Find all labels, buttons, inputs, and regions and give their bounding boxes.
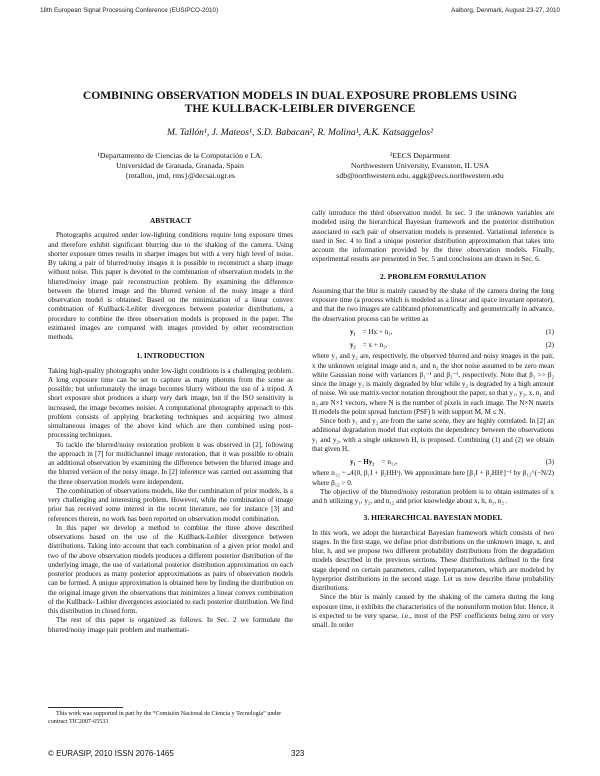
formulation-paragraph-4: where n₁₂ ~ 𝒩(0, β₁I + β₂HHᵗ). We approximate here [β₁I + β₂HHᵗ]⁻¹ by β₁₂^(−N/2) where β₁₂ > 0.	[312, 469, 554, 487]
authors: M. Tallón¹, J. Mateos¹, S.D. Babacan², R. Molina¹, A.K. Katsaggelos²	[167, 127, 433, 138]
intro-paragraph-1: Taking high-quality photographs under low-light conditions is a challenging problem. A long exposure time can be set to capture as many photons from the scene as possible; but unfortunately the image becomes blurry without the use of a tripod. A short exposure shot produces a sharp very dark image, but if the ISO sensitivity is increased, the image becomes noisier. A computational photography approach to this problem consists of applying bracketing techniques and acquiring two almost simultaneous images of the above kind which are then combined using post-processing techniques.	[48, 366, 293, 440]
abstract-heading: ABSTRACT	[149, 216, 192, 225]
intro-paragraph-5: The rest of this paper is organized as follows. In Sec. 2 we formulate the blurred/noisy image pair problem and mathemati-	[48, 616, 293, 634]
affiliation-2-line-3: sdb@northwestern.edu, aggk@eecs.northwestern.edu	[336, 171, 504, 180]
affiliation-1-line-2: Universidad de Granada, Granada, Spain	[116, 161, 244, 170]
equation-1-lhs: y₁	[350, 327, 356, 336]
affiliation-1-line-1: ¹Departamento de Ciencias de la Computación e I.A.	[97, 151, 263, 160]
affiliation-2-line-1: ²EECS Department	[389, 151, 451, 160]
intro-continuation: cally introduce the third observation model. In sec. 3 the unknown variables are modeled using the hierarchical Bayesian framework and the posterior distribution associated to each pair of observation models is presented. Variational inference is used in Sec. 4 to find a unique posterior distribution approximation that takes into account the information provided by the three observation models. Finally, experimental results are presented in Sec. 5 and conclusions are drawn in Sec. 6.	[312, 209, 554, 264]
equation-2-number: (2)	[545, 341, 554, 349]
title-line-2: THE KULLBACK-LEIBLER DIVERGENCE	[184, 102, 416, 115]
conference-header: 18th European Signal Processing Conference (EUSIPCO-2010)	[40, 7, 219, 14]
title-line-1: COMBINING OBSERVATION MODELS IN DUAL EXPOSURE PROBLEMS USING	[82, 89, 518, 102]
section-3-heading: 3. HIERARCHICAL BAYESIAN MODEL	[363, 513, 503, 523]
page-number: 323	[291, 749, 305, 758]
location-date-header: Aalborg, Denmark, August 23-27, 2010	[451, 7, 560, 14]
equation-3-lhs: y₁ − Hy₂	[350, 458, 375, 466]
affiliation-1-line-3: {mtallon, jmd, rms}@decsai.ugr.es	[125, 171, 235, 180]
intro-paragraph-3: The combination of observations models, like the combination of prior models, is a very challenging and interesting problem. However, while the combination of image prior has received some interest in the recent literature, see for instance [3] and references therein, no work has been reported on observation model combination.	[48, 486, 293, 523]
equation-1-number: (1)	[545, 327, 554, 336]
formulation-paragraph-5: The objective of the blurred/noisy restoration problem is to obtain estimates of x and h utilizing y₁, y₂, and n₁₂ and prior knowledge about x, h, n₁, n₂ .	[312, 487, 554, 505]
formulation-paragraph-1: Assuming that the blur is mainly caused by the shake of the camera during the long exposure time (a process which is modeled as a linear and space invariant operator), and that the two images are calibrated photometrically and geometrically in advance, the observation process can be written as	[312, 286, 554, 323]
intro-paragraph-4: In this paper we develop a method to combine the three above described observations based on the use of the Kullback-Leibler divergence between distributions. Taking into account that each combination of a given prior model and two of the above observation models produces a different posterior distribution of the underlying image, the use of variational posterior distribution approximation on each posterior produces as many posterior approximations as pairs of observation models can be formed. A unique approximation is obtained here by finding the distribution on the original image given the observations that minimizes a linear convex combination of the Kullback- Leibler divergences associated to each posterior distribution. We find this distribution in closed form.	[48, 523, 293, 615]
section-2-heading: 2. PROBLEM FORMULATION	[380, 271, 486, 281]
formulation-paragraph-3: Since both y₁ and y₂ are from the same scene, they are highly correlated. In [2] an additional degradation model that exploits the dependency between the observations y₁ and y₂, with a single unknown H, is proposed. Combining (1) and (2) we obtain that given H,	[312, 417, 554, 453]
paper-title	[40, 89, 560, 115]
equation-3-rhs: = n₁₂,	[381, 458, 398, 466]
equation-3	[312, 458, 554, 467]
equation-1-rhs: = Hx + n₁,	[362, 327, 393, 336]
equation-2	[312, 341, 554, 350]
footnote: This work was supported in part by the “Comisión Nacional de Ciencia y Tecnología” under contract TIC2007-65533	[48, 711, 282, 725]
left-column	[48, 209, 293, 635]
section-1-heading: 1. INTRODUCTION	[136, 351, 205, 361]
right-column	[312, 209, 554, 630]
abstract-text: Photographs acquired under low-lighting conditions require long exposure times and therefore exhibit significant blurring due to the shaking of the camera. Using shorter exposure times results in sharper images but with a very high level of noise. By taking a pair of blurred/noisy images it is possible to reconstruct a sharp image without noise. This paper is devoted to the combination of observation models in the blurred/noisy image pair reconstruction problem. By examining the difference between the blurred image and the blurred version of the noisy image a third observation model is obtained. Based on the minimization of a linear convex combination of Kullback-Leibler divergences between posterior distributions, a procedure to combine the three observation models is proposed in the paper. The estimated images are compared with images provided by other reconstruction methods.	[48, 231, 293, 341]
equation-1	[312, 328, 554, 337]
footer-copyright: © EURASIP, 2010 ISSN 2076-1465	[48, 749, 174, 758]
formulation-paragraph-2: where y₁ and y₂ are, respectively, the observed blurred and noisy images in the pair, x the unknown original image and n₁ and n₂ the shot noise assumed to be zero mean white Gaussian noise with variances β₁⁻¹ and β₂⁻¹, respectively. Note that β₁ >> β₂ since the image y₁ is mainly degraded by blur while y₂ is degraded by a high amount of noise. We use matrix-vector notation throughout the paper, so that y₁, y₂, x, n₁ and n₂ are N×1 vectors, where N is the number of pixels in each image. The N×N matrix H models the point spread function (PSF) h with support M, M ≤ N.	[312, 352, 554, 416]
footnote-rule	[48, 707, 123, 708]
equation-3-number: (3)	[545, 458, 554, 466]
equation-2-lhs: y₂	[350, 341, 356, 349]
equation-2-rhs: = x + n₂,	[362, 341, 388, 349]
intro-paragraph-2: To tackle the blurred/noisy restoration problem it was observed in [2], following the approach in [7] for multichannel image restoration, that it was possible to obtain an additional observation by examining the difference between the blurred image and the blurred version of the noisy image. In [2] inference was carried out assuming that the three observation models were independent.	[48, 440, 293, 486]
affiliation-granada	[60, 151, 300, 181]
affiliation-northwestern	[300, 151, 540, 181]
affiliation-2-line-2: Northwestern University, Evanston, IL USA	[350, 161, 490, 170]
bayesian-paragraph-1: In this work, we adopt the hierarchical Bayesian framework which consists of two stages. In the first stage, we define prior distributions on the unknown image, x, and blur, h, and we propose two different probability distributions from the degradation models described in the previous sections. These distributions defined in the first stage depend on certain parameters, called hyperparameters, which are modeled by hyperprior distributions in the second stage. Let us now describe those probability distributions.	[312, 528, 554, 592]
bayesian-paragraph-2: Since the blur is mainly caused by the shaking of the camera during the long exposure time, it exhibits the characteristics of the nonuniform motion blur. Hence, it is expected to be very sparse, i.e., most of the PSF coefficients being zero or very small. In order	[312, 593, 554, 629]
